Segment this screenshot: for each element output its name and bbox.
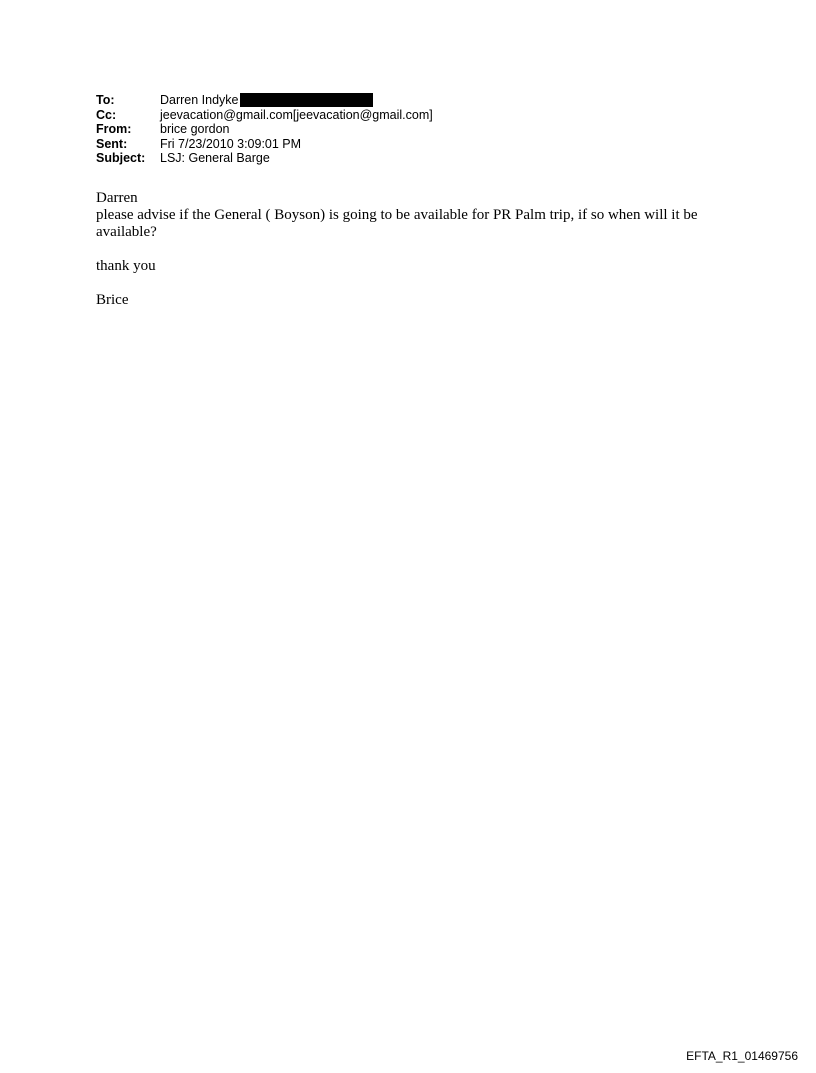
cc-value: jeevacation@gmail.com[jeevacation@gmail.com] <box>160 107 433 122</box>
signature: Brice <box>96 292 129 308</box>
from-value: brice gordon <box>160 122 230 136</box>
sent-row <box>96 137 433 152</box>
cc-row <box>96 108 433 123</box>
email-body <box>96 190 736 326</box>
greeting: Darren <box>96 190 138 206</box>
to-label: To: <box>96 93 115 107</box>
subject-value: LSJ: General Barge <box>160 151 270 165</box>
redaction-block <box>240 93 373 107</box>
from-row <box>96 122 433 137</box>
thanks-text: thank you <box>96 258 156 274</box>
subject-row <box>96 151 433 166</box>
subject-label: Subject: <box>96 151 146 165</box>
sent-value: Fri 7/23/2010 3:09:01 PM <box>160 136 302 151</box>
from-label: From: <box>96 122 132 136</box>
document-id: EFTA_R1_01469756 <box>686 1049 798 1063</box>
to-row <box>96 93 433 108</box>
cc-label: Cc: <box>96 107 117 122</box>
email-header <box>96 93 433 166</box>
to-value-wrap <box>160 93 373 108</box>
message-text: please advise if the General ( Boyson) is going to be available for PR Palm trip, if so when will it be available? <box>96 207 698 240</box>
to-value: Darren Indyke <box>160 93 239 107</box>
sent-label: Sent: <box>96 136 128 151</box>
